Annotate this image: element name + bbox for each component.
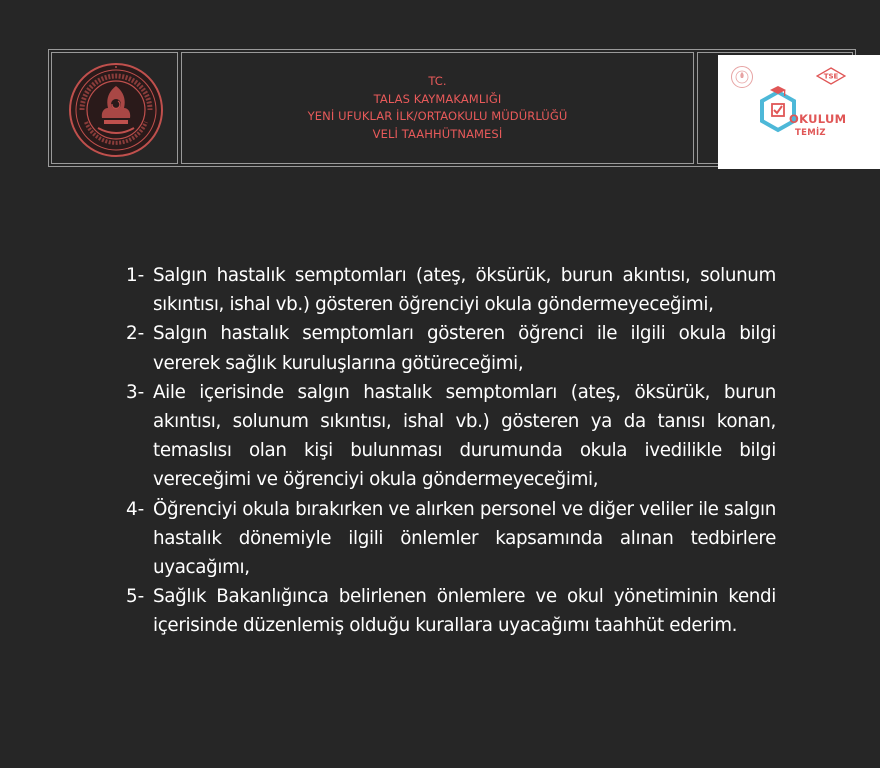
list-item (126, 378, 776, 495)
list-item (126, 319, 776, 377)
small-seal-icon (730, 65, 754, 89)
item-number: 4- (126, 498, 145, 520)
item-number: 2- (126, 323, 145, 345)
item-text: Aile içerisinde salgın hastalık semptomları (ateş, öksürük, burun akıntısı, solunum sıkıntısı, ishal vb.) gösteren ya da tanısı konan, temaslısı olan kişi bulunması durumunda okula ivedilikle bilgi vereceğimi ve öğrenciyi okula göndermeyeceğimi, (153, 381, 776, 491)
title-line-3: YENİ UFUKLAR İLK/ORTAOKULU MÜDÜRLÜĞÜ (307, 109, 568, 123)
tse-logo-icon (816, 67, 846, 85)
header-table (48, 49, 856, 167)
tse-logo-text: TSE (823, 72, 839, 81)
item-number: 3- (126, 381, 145, 403)
title-line-4: VELİ TAAHHÜTNAMESİ (372, 126, 503, 141)
list-item (126, 582, 776, 640)
item-number: 1- (126, 265, 145, 286)
ministry-seal-icon (68, 62, 164, 158)
item-text: Sağlık Bakanlığınca belirlenen önlemlere ve okul yönetiminin kendi içerisinde düzenlemiş olduğu kurallara uyacağımı taahhüt ederim. (153, 586, 776, 637)
temiz-text: TEMİZ (795, 128, 826, 138)
commitment-list (126, 261, 776, 641)
okulum-text: OKULUM (789, 112, 847, 126)
header-logo-cell (51, 52, 178, 164)
title-line-1: TC. (428, 74, 447, 88)
header-right-cell (697, 52, 853, 164)
document-title (182, 73, 693, 143)
title-line-2: TALAS KAYMAKAMLIĞI (373, 91, 502, 106)
item-text: Salgın hastalık semptomları gösteren öğrenci ile ilgili okula bilgi vererek sağlık kuruluşlarına götüreceğimi, (153, 323, 776, 374)
item-text: Öğrenciyi okula bırakırken ve alırken personel ve diğer veliler ile salgın hastalık dönemiyle ilgili önlemler kapsamında alınan tedbirlere uyacağımı, (153, 498, 776, 579)
list-item (126, 261, 776, 319)
item-number: 5- (126, 586, 145, 608)
header-title-cell (181, 52, 694, 164)
item-text: Salgın hastalık semptomları (ateş, öksürük, burun akıntısı, solunum sıkıntısı, ishal vb.) gösteren öğrenciyi okula göndermeyeceğimi, (153, 265, 776, 316)
list-item (126, 495, 776, 583)
okulum-temiz-logo (718, 55, 880, 169)
